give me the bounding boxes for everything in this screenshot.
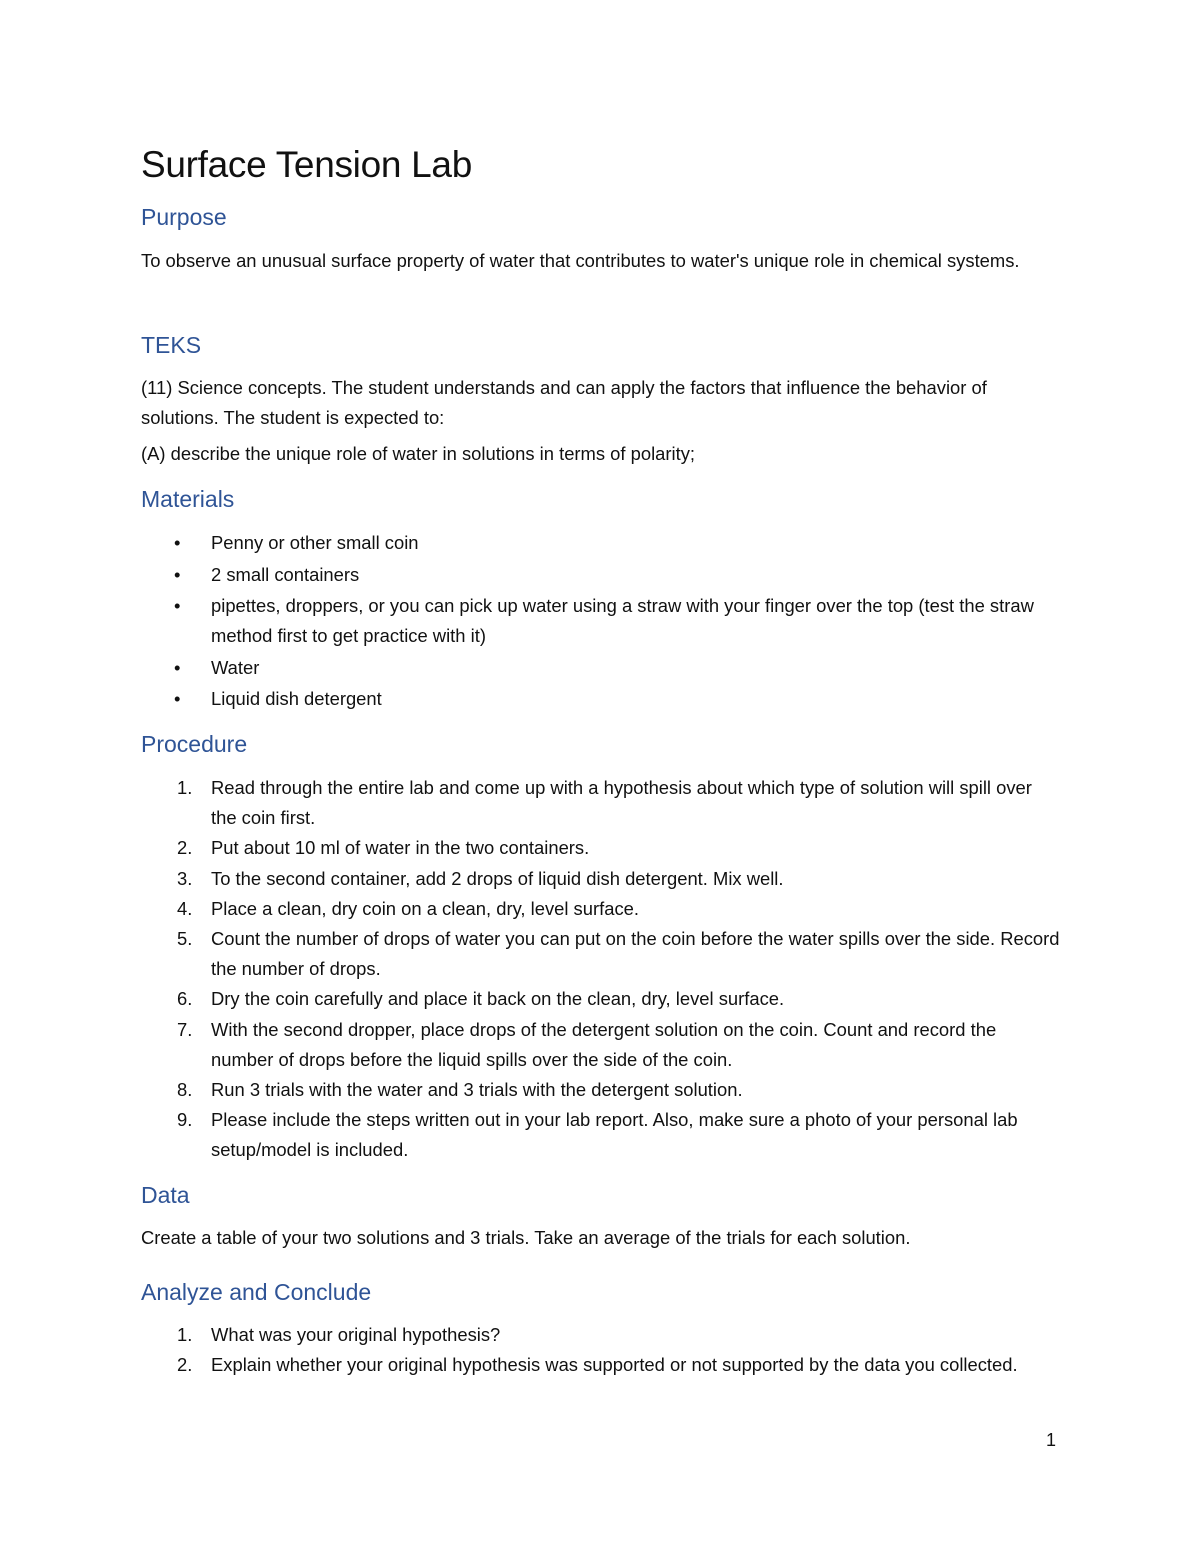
analyze-heading: Analyze and Conclude [141,1279,372,1305]
question-text: What was your original hypothesis? [211,1324,501,1345]
list-item [141,1105,1061,1165]
list-item [141,684,1061,714]
step-text: Please include the steps written out in your lab report. Also, make sure a photo of your personal lab setup/model is included. [211,1109,1018,1161]
step-text: To the second container, add 2 drops of liquid dish detergent. Mix well. [211,867,784,889]
material-text: Liquid dish detergent [211,688,382,709]
procedure-list [141,773,1061,1166]
list-item [141,653,1061,683]
step-text: Run 3 trials with the water and 3 trials with the detergent solution. [211,1079,743,1101]
material-text: 2 small containers [211,563,360,585]
step-text: Count the number of drops of water you can put on the coin before the water spills over the side. Record the number of drops. [211,928,1060,980]
teks-paragraph-1: (11) Science concepts. The student understands and can apply the factors that influence the behavior of solutions. The student is expected to: [141,377,987,428]
bullet-icon: • [174,563,181,585]
materials-heading: Materials [141,486,235,512]
teks-paragraph-2: (A) describe the unique role of water in solutions in terms of polarity; [141,443,696,464]
bullet-icon: • [174,688,181,709]
material-text: Water [211,656,260,678]
step-text: Read through the entire lab and come up with a hypothesis about which type of solution will spill over the coin first. [211,777,1032,828]
list-item [141,528,1061,558]
step-number: 4. [177,897,193,919]
material-text: pipettes, droppers, or you can pick up water using a straw with your finger over the top (test the straw method first to get practice with it) [211,595,1034,646]
list-item [141,894,1061,924]
step-number: 5. [177,928,193,950]
list-item [141,833,1061,863]
step-number: 9. [177,1109,193,1131]
materials-list [141,528,1061,716]
list-item [141,591,1061,651]
analyze-list [141,1320,1061,1381]
question-number: 2. [177,1354,193,1376]
step-text: Put about 10 ml of water in the two containers. [211,837,590,859]
list-item [141,1350,1061,1380]
bullet-icon: • [174,595,181,616]
list-item [141,1320,1061,1350]
step-text: Place a clean, dry coin on a clean, dry, level surface. [211,897,639,919]
material-text: Penny or other small coin [211,532,419,553]
page-number: 1 [1046,1430,1057,1450]
data-heading: Data [141,1182,190,1208]
procedure-heading: Procedure [141,731,248,757]
data-text: Create a table of your two solutions and 3 trials. Take an average of the trials for each solution. [141,1227,911,1248]
step-number: 2. [177,837,193,859]
list-item [141,1015,1061,1075]
bullet-icon: • [174,532,181,553]
document-title: Surface Tension Lab [141,144,472,185]
list-item [141,773,1061,833]
list-item [141,560,1061,590]
list-item [141,1075,1061,1105]
bullet-icon: • [174,656,181,678]
list-item [141,924,1061,984]
step-number: 3. [177,867,193,889]
step-number: 8. [177,1079,193,1101]
step-number: 6. [177,988,193,1010]
list-item [141,864,1061,894]
step-number: 1. [177,777,193,798]
purpose-text: To observe an unusual surface property of water that contributes to water's unique role in chemical systems. [141,250,1020,271]
step-number: 7. [177,1018,193,1040]
step-text: With the second dropper, place drops of the detergent solution on the coin. Count and record the number of drops before the liquid spills over the side of the coin. [211,1018,997,1070]
teks-heading: TEKS [141,332,202,358]
question-number: 1. [177,1324,193,1345]
question-text: Explain whether your original hypothesis was supported or not supported by the data you collected. [211,1354,1018,1376]
step-text: Dry the coin carefully and place it back on the clean, dry, level surface. [211,988,785,1010]
list-item [141,984,1061,1014]
purpose-heading: Purpose [141,204,227,230]
